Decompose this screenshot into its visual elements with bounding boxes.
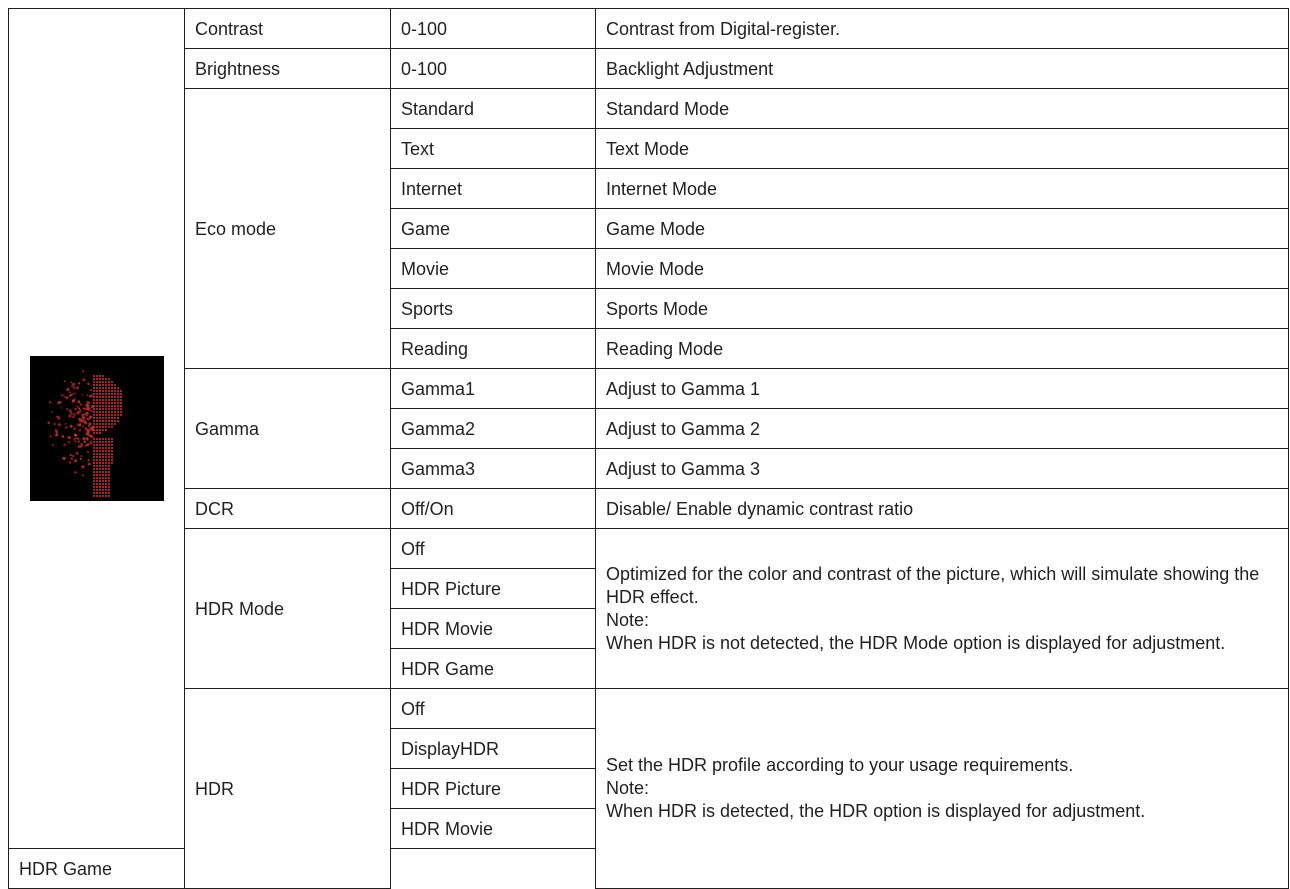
option-eco-internet: Internet <box>391 169 596 209</box>
description-contrast: Contrast from Digital-register. <box>596 9 1289 49</box>
luminance-bulb-icon <box>30 356 164 501</box>
description-gamma2: Adjust to Gamma 2 <box>596 409 1289 449</box>
option-eco-game: Game <box>391 209 596 249</box>
option-eco-standard: Standard <box>391 89 596 129</box>
table-row <box>9 489 1289 529</box>
option-hdr-mode-picture: HDR Picture <box>391 569 596 609</box>
option-hdr-mode-game: HDR Game <box>391 649 596 689</box>
option-hdr-mode-off: Off <box>391 529 596 569</box>
description-eco-movie: Movie Mode <box>596 249 1289 289</box>
option-eco-reading: Reading <box>391 329 596 369</box>
item-contrast: Contrast <box>185 9 391 49</box>
item-gamma: Gamma <box>185 369 391 489</box>
table-row <box>9 369 1289 409</box>
option-gamma1: Gamma1 <box>391 369 596 409</box>
table-row <box>9 689 1289 729</box>
item-dcr: DCR <box>185 489 391 529</box>
icon-cell <box>9 9 185 849</box>
table-row <box>9 49 1289 89</box>
value-contrast: 0-100 <box>391 9 596 49</box>
description-hdr-mode-line: Optimized for the color and contrast of the picture, which will simulate showing the HDR effect. <box>606 563 1260 607</box>
value-brightness: 0-100 <box>391 49 596 89</box>
description-brightness: Backlight Adjustment <box>596 49 1289 89</box>
description-eco-sports: Sports Mode <box>596 289 1289 329</box>
description-eco-reading: Reading Mode <box>596 329 1289 369</box>
description-hdr-mode <box>596 529 1289 689</box>
item-hdr-mode: HDR Mode <box>185 529 391 689</box>
option-gamma2: Gamma2 <box>391 409 596 449</box>
option-hdr-picture: HDR Picture <box>391 769 596 809</box>
table-row <box>9 529 1289 569</box>
option-eco-movie: Movie <box>391 249 596 289</box>
item-brightness: Brightness <box>185 49 391 89</box>
option-hdr-displayhdr: DisplayHDR <box>391 729 596 769</box>
description-hdr <box>596 689 1289 889</box>
description-hdr-line: When HDR is detected, the HDR option is displayed for adjustment. <box>606 801 1146 821</box>
table-row <box>9 9 1289 49</box>
description-hdr-note: Note: <box>606 778 650 798</box>
osd-luminance-table <box>8 8 1289 889</box>
option-hdr-mode-movie: HDR Movie <box>391 609 596 649</box>
option-hdr-movie: HDR Movie <box>391 809 596 849</box>
item-eco-mode: Eco mode <box>185 89 391 369</box>
option-hdr-off: Off <box>391 689 596 729</box>
description-hdr-mode-note: Note: <box>606 609 650 630</box>
description-dcr: Disable/ Enable dynamic contrast ratio <box>596 489 1289 529</box>
description-eco-game: Game Mode <box>596 209 1289 249</box>
description-hdr-line: Set the HDR profile according to your usage requirements. <box>606 755 1074 775</box>
description-gamma1: Adjust to Gamma 1 <box>596 369 1289 409</box>
description-eco-standard: Standard Mode <box>596 89 1289 129</box>
description-gamma3: Adjust to Gamma 3 <box>596 449 1289 489</box>
table-row <box>9 89 1289 129</box>
item-hdr: HDR <box>185 689 391 889</box>
description-eco-text: Text Mode <box>596 129 1289 169</box>
option-eco-sports: Sports <box>391 289 596 329</box>
option-hdr-game: HDR Game <box>9 849 185 889</box>
description-eco-internet: Internet Mode <box>596 169 1289 209</box>
option-gamma3: Gamma3 <box>391 449 596 489</box>
option-eco-text: Text <box>391 129 596 169</box>
value-dcr: Off/On <box>391 489 596 529</box>
description-hdr-mode-line: When HDR is not detected, the HDR Mode option is displayed for adjustment. <box>606 632 1226 653</box>
